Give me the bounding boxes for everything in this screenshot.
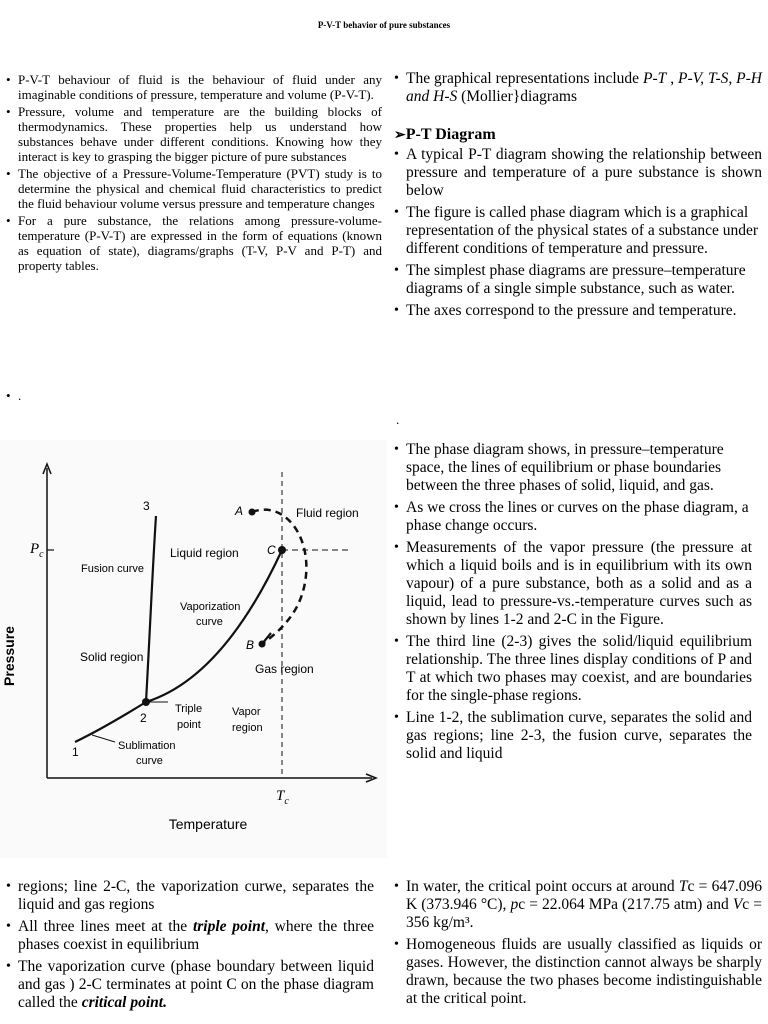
pc-label: $P_c$	[30, 541, 44, 560]
left-bottom-bullet-list	[6, 878, 374, 1012]
left-top-section	[6, 72, 382, 275]
right-intro-list	[394, 70, 762, 106]
list-item: • The objective of a Pressure-Volume-Temperature (PVT) study is to determine the physical and chemical fluid characteristics to predict the fluid behaviour volume versus pressure and temperature changes	[6, 166, 382, 211]
fusion-curve	[146, 516, 156, 702]
list-item: • All three lines meet at the triple point, where the three phases coexist in equilibrium	[6, 918, 374, 954]
phase-diagram-svg	[0, 440, 387, 858]
y-axis-label: Pressure	[1, 626, 17, 686]
point-c-label: C	[267, 543, 276, 557]
point-2-label: 2	[140, 711, 147, 725]
point-1-label: 1	[72, 745, 79, 759]
liquid-region-label: Liquid region	[170, 546, 239, 560]
list-item: • The phase diagram shows, in pressure–temperature space, the lines of equilibrium or phase boundaries between the three phases of solid, liquid, and gas.	[394, 441, 752, 495]
pt-diagram-heading: ➢P-T Diagram	[394, 126, 496, 143]
list-item: • P-V-T behaviour of fluid is the behaviour of fluid under any imaginable conditions of pressure, temperature and volume (P-V-T).	[6, 72, 382, 102]
list-item: • The figure is called phase diagram which is a graphical representation of the physical states of a substance under different conditions of temperature and pressure.	[394, 204, 762, 258]
fusion-curve-label: Fusion curve	[81, 563, 144, 575]
sublimation-label: Sublimation	[118, 740, 176, 752]
list-item: • Line 1-2, the sublimation curve, separates the solid and gas regions; line 2-3, the fusion curve, separates the solid and liquid	[394, 709, 752, 763]
list-item: • For a pure substance, the relations among pressure-volume-temperature (P-V-T) are expressed in the form of equations (known as equation of state), diagrams/graphs (T-V, P-V and P-T) and property tables.	[6, 213, 382, 273]
list-item: • regions; line 2-C, the vaporization curwe, separates the liquid and gas regions	[6, 878, 374, 914]
list-item: • In water, the critical point occurs at around Tc = 647.096 K (373.946 °C), pc = 22.064 MPa (217.75 atm) and Vc = 356 kg/m³.	[394, 878, 762, 932]
list-item: • A typical P-T diagram showing the relationship between pressure and temperature of a pure substance is shown below	[394, 146, 762, 200]
list-item: • Homogeneous fluids are usually classified as liquids or gases. However, the distinction cannot always be sharply drawn, because the two phases become indistinguishable at the critical point.	[394, 936, 762, 1008]
sublimation-curve	[75, 702, 146, 742]
tc-label: $T_c$	[276, 788, 289, 807]
pt-phase-diagram-figure	[0, 440, 387, 858]
point-3-label: 3	[143, 499, 150, 513]
critical-point-marker	[278, 546, 286, 554]
vaporization-label: Vaporization	[180, 601, 241, 613]
list-item: • The axes correspond to the pressure and temperature.	[394, 302, 762, 320]
list-item: • As we cross the lines or curves on the phase diagram, a phase change occurs.	[394, 499, 752, 535]
x-axis-label: Temperature	[168, 816, 248, 832]
vaporization-curve-label: curve	[196, 616, 223, 628]
right-mid-section	[394, 441, 752, 767]
region-label: region	[232, 722, 263, 734]
left-bottom-section	[6, 878, 374, 1016]
point-b-label: B	[246, 638, 255, 652]
page-title: P-V-T behavior of pure substances	[317, 20, 451, 30]
left-top-bullet-list	[6, 72, 382, 273]
right-bottom-bullet-list	[394, 878, 762, 1008]
list-item: • The graphical representations include P-T , P-V, T-S, P-H and H-S (Mollier}diagrams	[394, 70, 762, 106]
a-to-b-path	[252, 510, 306, 644]
list-item: • Pressure, volume and temperature are the building blocks of thermodynamics. These properties help us understand how substances behave under different conditions. Knowing how they interact is key to grasping the bigger picture of pure substances	[6, 104, 382, 164]
right-dot: .	[396, 412, 400, 427]
list-item: • Measurements of the vapor pressure (the pressure at which a liquid boils and is in equilibrium with its own vapour) of a pure substance, both as a solid and as a liquid, lead to pressure-vs.-temperature curves such as shown by lines 1-2 and 2-C in the Figure.	[394, 539, 752, 629]
right-mid-bullet-list	[394, 441, 752, 763]
list-item: • The third line (2-3) gives the solid/liquid equilibrium relationship. The three lines display conditions of P and T at which two phases may coexist, and are boundaries for the single-phase regions.	[394, 633, 752, 705]
point-b-marker	[259, 641, 266, 648]
fluid-region-label: Fluid region	[296, 506, 359, 520]
sublimation-curve-label: curve	[136, 755, 163, 767]
point-a-label: A	[235, 504, 244, 518]
list-item: • The vaporization curve (phase boundary between liquid and gas ) 2-C terminates at point C on the phase diagram called the critical point.	[6, 958, 374, 1012]
point-label: point	[177, 719, 201, 731]
point-a-marker	[249, 509, 256, 516]
solid-region-label: Solid region	[80, 650, 144, 664]
list-item: • .	[6, 388, 56, 403]
gas-region-label: Gas region	[255, 662, 314, 676]
triple-point-marker	[142, 698, 150, 706]
right-bottom-section	[394, 878, 762, 1012]
left-dot-section	[6, 388, 56, 405]
right-top-section	[394, 70, 762, 324]
pt-bullet-list	[394, 146, 762, 320]
vapor-label: Vapor	[232, 706, 261, 718]
triple-label: Triple	[175, 703, 203, 715]
list-item: • The simplest phase diagrams are pressure–temperature diagrams of a single simple substance, such as water.	[394, 262, 762, 298]
